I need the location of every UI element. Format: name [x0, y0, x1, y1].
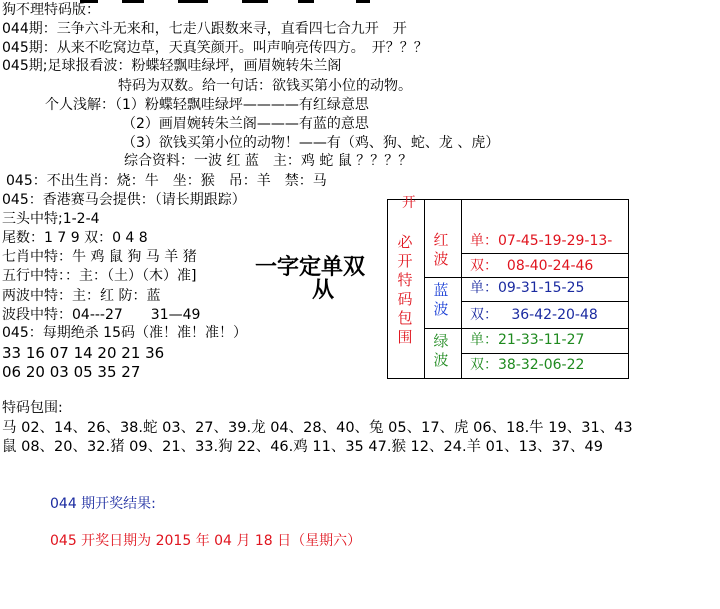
- number-list: 09-31-15-25: [498, 280, 585, 296]
- line-special-even: 特码为双数。给一句话：欲钱买第小位的动物。: [118, 78, 412, 94]
- number-list: 38-32-06-22: [498, 357, 585, 373]
- page-title: 狗不理特码版：: [2, 2, 100, 18]
- parity-label: 双：: [470, 258, 498, 274]
- parity-label: 双：: [470, 307, 498, 323]
- line-wave-range: 波段中特：04---27 31—49: [2, 307, 201, 323]
- line-045-football: 045期;足球报看波：粉蝶轻飘哇绿坪，画眉婉转朱兰阁: [2, 58, 342, 74]
- special-code-table: [387, 195, 629, 379]
- blue-wave-label: 蓝波: [433, 281, 449, 318]
- parity-label: 单：: [470, 233, 498, 249]
- special-line-2: 鼠 08、20、32.猪 09、21、33.狗 22、46.鸡 11、35 47.猴 12、24.羊 01、13、37、49: [2, 439, 603, 455]
- line-interpretation-2: （2）画眉婉转朱兰阁———有蓝的意思: [122, 116, 369, 132]
- green-even-row: [470, 356, 584, 374]
- number-list: 07-45-19-29-13-: [498, 233, 613, 249]
- line-tail-numbers: 尾数：1 7 9 双：0 4 8: [2, 230, 148, 246]
- number-list: 08-40-24-46: [506, 258, 594, 274]
- big-title-second-char: 从: [312, 278, 335, 303]
- line-045-riddle: 045期：从来不吃窝边草，天真笑颜开。叫声响亮传四方。 开？？？: [2, 40, 428, 56]
- line-kill-15: 045：每期绝杀 15码（准！准！准！）: [2, 325, 247, 341]
- line-044-riddle: 044期：三争六斗无来和，七走八跟数来寻，直看四七合九开 开: [2, 21, 407, 37]
- cropped-top-strokes: [60, 0, 400, 4]
- big-title-odd-even: 一字定单双: [255, 255, 366, 280]
- red-even-row: [470, 257, 593, 275]
- line-interpretation-1: 个人浅解：（1）粉蝶轻飘哇绿坪————有红绿意思: [45, 97, 369, 113]
- green-odd-row: [470, 331, 584, 349]
- blue-even-row: [470, 306, 598, 324]
- number-list: 36-42-20-48: [511, 307, 598, 323]
- line-two-waves: 两波中特：主：红 防：蓝: [2, 288, 161, 304]
- number-list: 21-33-11-27: [498, 332, 585, 348]
- green-wave-label: 绿波: [433, 332, 449, 369]
- red-odd-row: [470, 232, 612, 250]
- red-wave-label: 红波: [433, 231, 449, 268]
- line-summary: 综合资料：一波 红 蓝 主：鸡 蛇 鼠 ？？？？: [124, 153, 413, 169]
- parity-label: 双：: [470, 357, 498, 373]
- line-seven-zodiac: 七肖中特：牛 鸡 鼠 狗 马 羊 猪: [2, 249, 197, 265]
- line-numbers-2: 06 20 03 05 35 27: [2, 363, 141, 381]
- draw-date: 045 开奖日期为 2015 年 04 月 18 日（星期六）: [50, 533, 362, 549]
- special-line-1: 马 02、14、26、38.蛇 03、27、39.龙 04、28、40、兔 05、17、虎 06、18.牛 19、31、43: [2, 420, 633, 436]
- blue-odd-row: [470, 279, 584, 297]
- line-five-elements: 五行中特：：主：（土）（木）准]: [2, 268, 197, 284]
- line-excluded-zodiac: 045：不出生肖：烧：牛 坐：猴 吊：羊 禁：马: [6, 173, 327, 189]
- special-heading: 特码包围:: [2, 400, 63, 416]
- line-numbers-1: 33 16 07 14 20 21 36: [2, 344, 165, 362]
- table-header-char: 开: [402, 195, 416, 211]
- line-hk-jockey: 045：香港赛马会提供：（请长期跟踪）: [2, 192, 246, 208]
- parity-label: 单：: [470, 332, 498, 348]
- parity-label: 单：: [470, 280, 498, 296]
- left-vertical-label: 必开特码包围: [397, 233, 413, 346]
- line-three-heads: 三头中特;1-2-4: [2, 211, 100, 227]
- result-title: 044 期开奖结果:: [50, 496, 156, 512]
- line-interpretation-3: （3）欲钱买第小位的动物！——有（鸡、狗、蛇、龙 、虎）: [122, 135, 500, 151]
